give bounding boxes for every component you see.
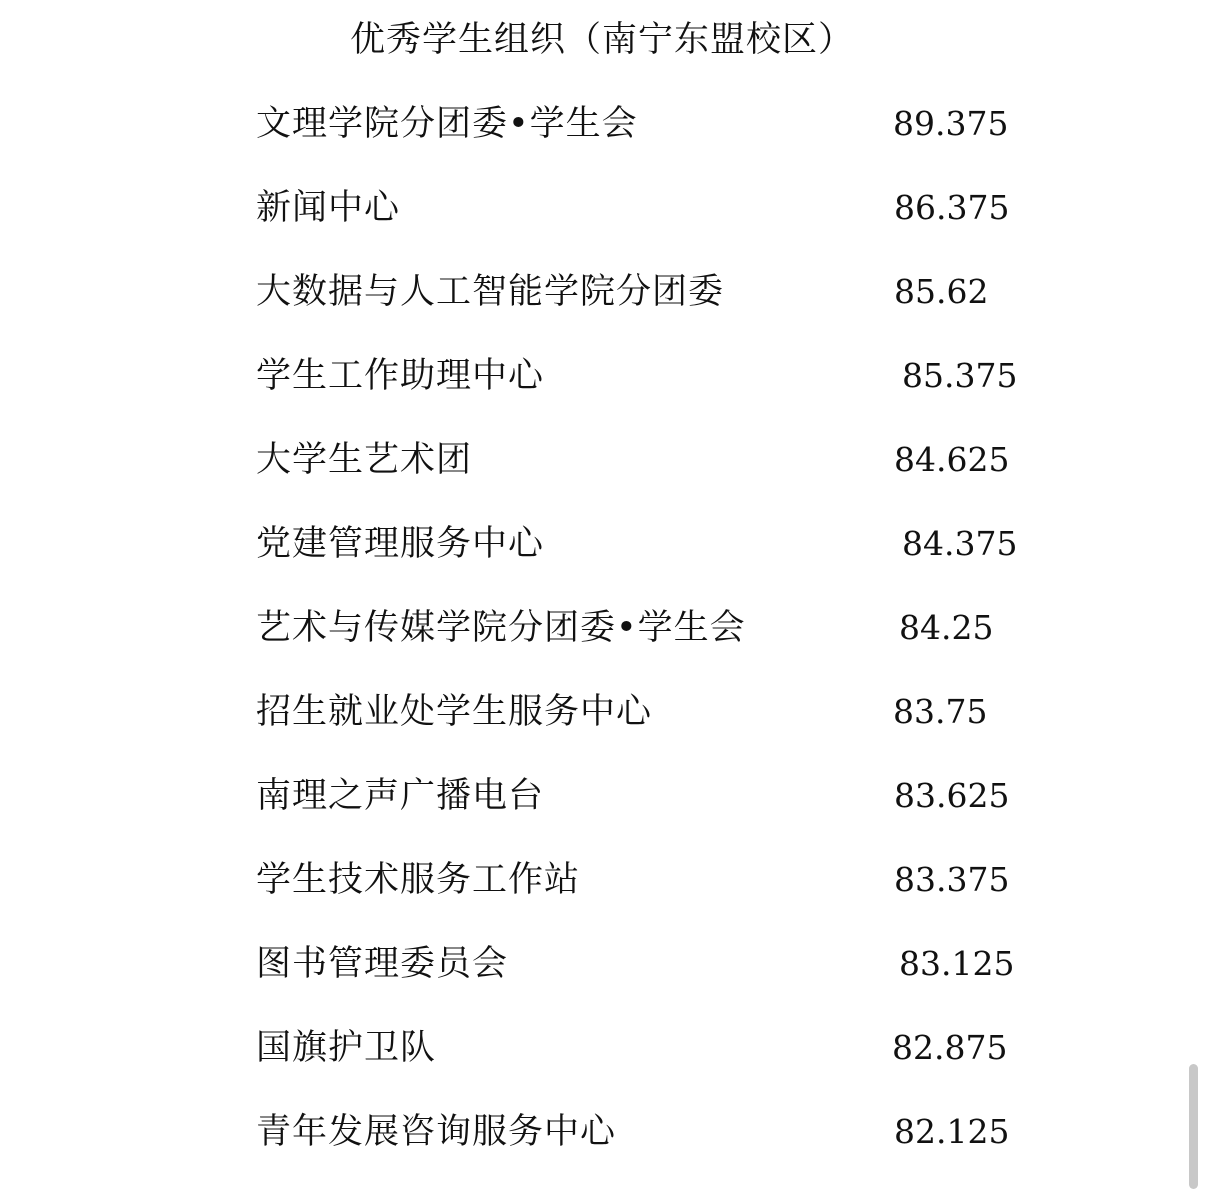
score-value: 82.125 [894,1112,1010,1151]
organization-name: 党建管理服务中心 [256,524,545,564]
organization-name: 大学生艺术团 [256,440,473,480]
list-item [0,598,1212,658]
organization-name: 大数据与人工智能学院分团委 [256,272,725,312]
score-value: 85.375 [902,356,1018,395]
list-item [0,346,1212,406]
list-item [0,514,1212,574]
list-item [0,1018,1212,1078]
score-value: 86.375 [894,188,1010,227]
organization-name: 学生工作助理中心 [256,356,545,396]
score-value: 83.625 [894,776,1010,815]
organization-name: 文理学院分团委•学生会 [256,104,638,144]
score-value: 84.25 [899,608,994,647]
score-value: 84.625 [894,440,1010,479]
list-item [0,934,1212,994]
organization-name: 学生技术服务工作站 [256,860,581,900]
organization-name: 图书管理委员会 [256,944,509,984]
list-item [0,766,1212,826]
score-value: 83.125 [899,944,1015,983]
page-title: 优秀学生组织（南宁东盟校区） [350,20,855,60]
organization-name: 招生就业处学生服务中心 [256,692,653,732]
score-value: 83.75 [893,692,988,731]
score-value: 89.375 [893,104,1009,143]
score-value: 83.375 [894,860,1010,899]
list-item [0,850,1212,910]
organization-name: 青年发展咨询服务中心 [256,1112,617,1152]
list-item [0,262,1212,322]
list-item [0,1102,1212,1162]
organization-name: 国旗护卫队 [256,1028,437,1068]
list-item [0,430,1212,490]
vertical-scrollbar[interactable] [1189,1064,1198,1189]
list-item [0,682,1212,742]
list-item [0,178,1212,238]
organization-name: 新闻中心 [256,188,401,228]
list-item [0,94,1212,154]
score-value: 85.62 [894,272,989,311]
organization-name: 南理之声广播电台 [256,776,545,816]
score-value: 82.875 [892,1028,1008,1067]
organization-name: 艺术与传媒学院分团委•学生会 [256,608,746,648]
score-value: 84.375 [902,524,1018,563]
